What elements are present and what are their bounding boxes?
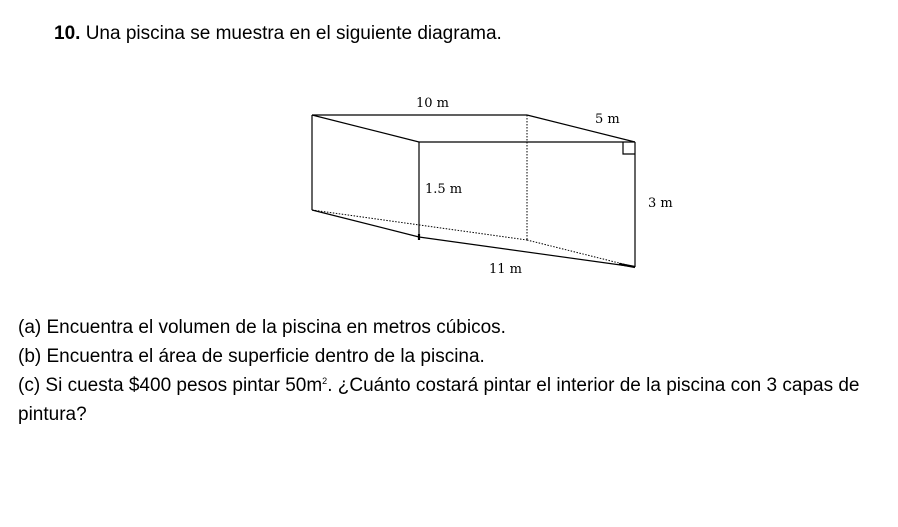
question-c-exponent: 2: [322, 376, 328, 386]
problem-heading: [54, 22, 502, 46]
questions-list: [18, 313, 894, 429]
label-top-length: 10 m: [416, 96, 450, 111]
question-c-end: . ¿Cuánto costará pintar el interior de la piscina con 3 capas de pintura?: [18, 375, 860, 425]
problem-statement: Una piscina se muestra en el siguiente diagrama.: [85, 23, 502, 44]
problem-number: 10.: [54, 23, 81, 44]
diagram-background: [307, 92, 680, 280]
question-c: [18, 371, 894, 429]
label-deep-depth: 3 m: [648, 196, 673, 211]
question-b: (b) Encuentra el área de superficie dentro de la piscina.: [18, 346, 485, 367]
label-top-width: 5 m: [595, 112, 620, 127]
question-a: (a) Encuentra el volumen de la piscina en metros cúbicos.: [18, 317, 506, 338]
label-shallow-depth: 1.5 m: [425, 182, 463, 197]
question-c-start: (c) Si cuesta $400 pesos pintar 50m: [18, 375, 323, 396]
pool-diagram: [307, 92, 680, 280]
label-slope-length: 11 m: [489, 262, 523, 277]
